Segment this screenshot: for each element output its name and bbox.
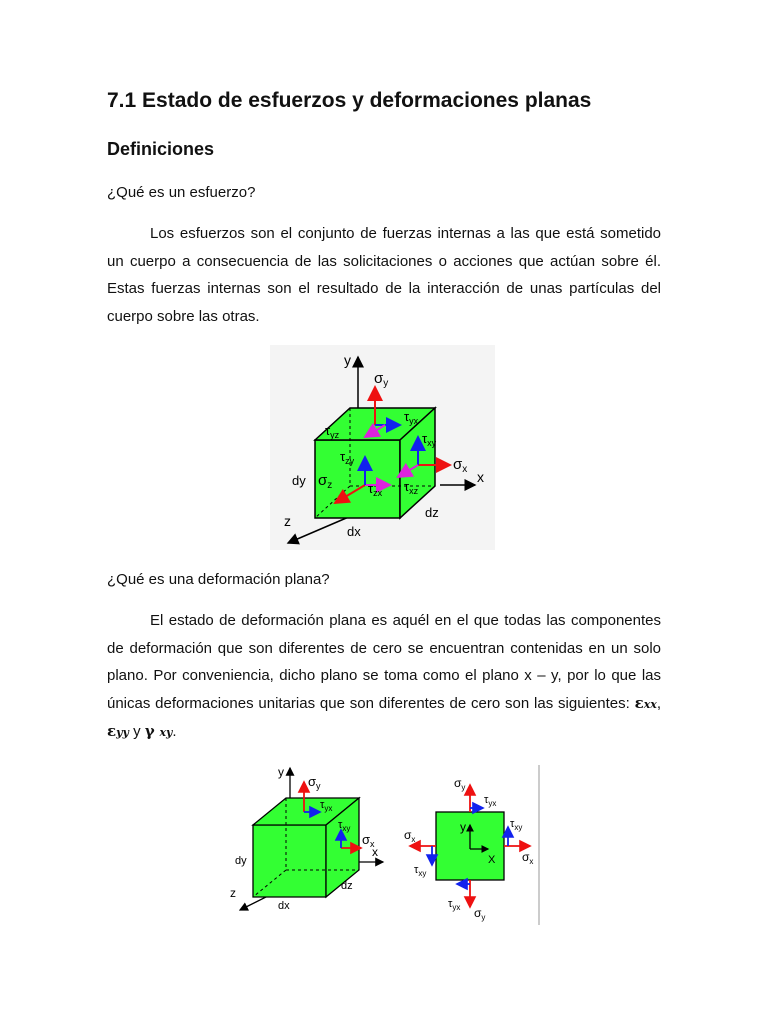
tau-xz-label: $\tau_{xz}$ — [404, 479, 419, 496]
tau-xy-label: $\tau_{xy}$ — [422, 431, 437, 448]
dy-label: dy — [235, 855, 247, 867]
cube-front-face — [253, 825, 326, 897]
question-plane-strain: ¿Qué es una deformación plana? — [107, 571, 330, 588]
question-stress: ¿Qué es un esfuerzo? — [107, 184, 256, 201]
tau-xy-left-label: $\tau_{xy}$ — [414, 864, 427, 878]
dy-label: dy — [292, 473, 306, 488]
paragraph-stress: Los esfuerzos son el conjunto de fuerzas internas a las que está sometido un cuerpo a consecuencia de las solicitaciones o acciones que actúan sobre él. Estas fuerzas internas son el resultado de la interacción de unas partículas del cuerpo sobre las otras. — [107, 225, 661, 325]
y-axis-label: y — [460, 820, 466, 834]
sigma-y-top-label: $\sigma_y$ — [454, 776, 466, 792]
dx-label: dx — [347, 524, 361, 539]
sigma-y-label: $\sigma_y$ — [374, 370, 389, 389]
subsection-title: Definiciones — [107, 139, 215, 159]
stress-element-figure — [270, 345, 495, 550]
x-axis-label: x — [477, 469, 484, 485]
dz-label: dz — [425, 505, 439, 520]
plane-stress-cube-figure — [228, 760, 388, 925]
epsilon-xx-symbol: εxx — [634, 693, 657, 712]
tau-yx-label: $\tau_{yx}$ — [320, 799, 333, 813]
tau-yx-label: $\tau_{yx}$ — [404, 409, 419, 426]
x-axis-label: X — [488, 854, 496, 866]
gamma-xy-symbol: γ xy — [144, 722, 173, 740]
dx-label: dx — [278, 900, 290, 912]
x-axis-label: x — [372, 845, 378, 859]
tau-yx-bottom-label: $\tau_{yx}$ — [448, 898, 461, 912]
tau-yx-top-label: $\tau_{yx}$ — [484, 794, 497, 808]
tau-zy-label: $\tau_{zy}$ — [340, 449, 355, 466]
section-title: 7.1 Estado de esfuerzos y deformaciones planas — [107, 89, 592, 112]
tau-xy-right-label: $\tau_{xy}$ — [510, 818, 523, 832]
sigma-x-left-label: $\sigma_x$ — [404, 828, 416, 844]
dz-label: dz — [341, 880, 353, 892]
sigma-z-label: $\sigma_z$ — [318, 472, 333, 491]
sigma-y-bottom-label: $\sigma_y$ — [474, 906, 486, 922]
tau-zx-label: $\tau_{zx}$ — [368, 481, 383, 498]
z-axis-label: z — [284, 513, 291, 529]
paragraph-plane-strain: El estado de deformación plana es aquél en el que todas las componentes de deformación que son diferentes de cero se encuentran contenidas en un solo plano. Por conveniencia, dicho plano se toma como el plano x – y, por lo que las únicas deformaciones unitarias que son diferentes de cero son las siguientes: εxx, εyy y γ xy. — [107, 612, 661, 740]
sigma-x-label: $\sigma_x$ — [453, 456, 468, 475]
sigma-x-label: $\sigma_x$ — [362, 832, 375, 849]
sigma-y-label: $\sigma_y$ — [308, 774, 321, 791]
epsilon-yy-symbol: εyy — [107, 722, 129, 740]
plane-stress-square-figure — [398, 765, 543, 925]
y-axis-label: y — [278, 765, 284, 779]
z-axis-label: z — [230, 886, 236, 900]
tau-yz-label: $\tau_{yz}$ — [325, 423, 340, 440]
y-axis-label: y — [344, 352, 351, 368]
sigma-x-right-label: $\sigma_x$ — [522, 850, 534, 866]
tau-xy-label: $\tau_{xy}$ — [338, 819, 351, 833]
